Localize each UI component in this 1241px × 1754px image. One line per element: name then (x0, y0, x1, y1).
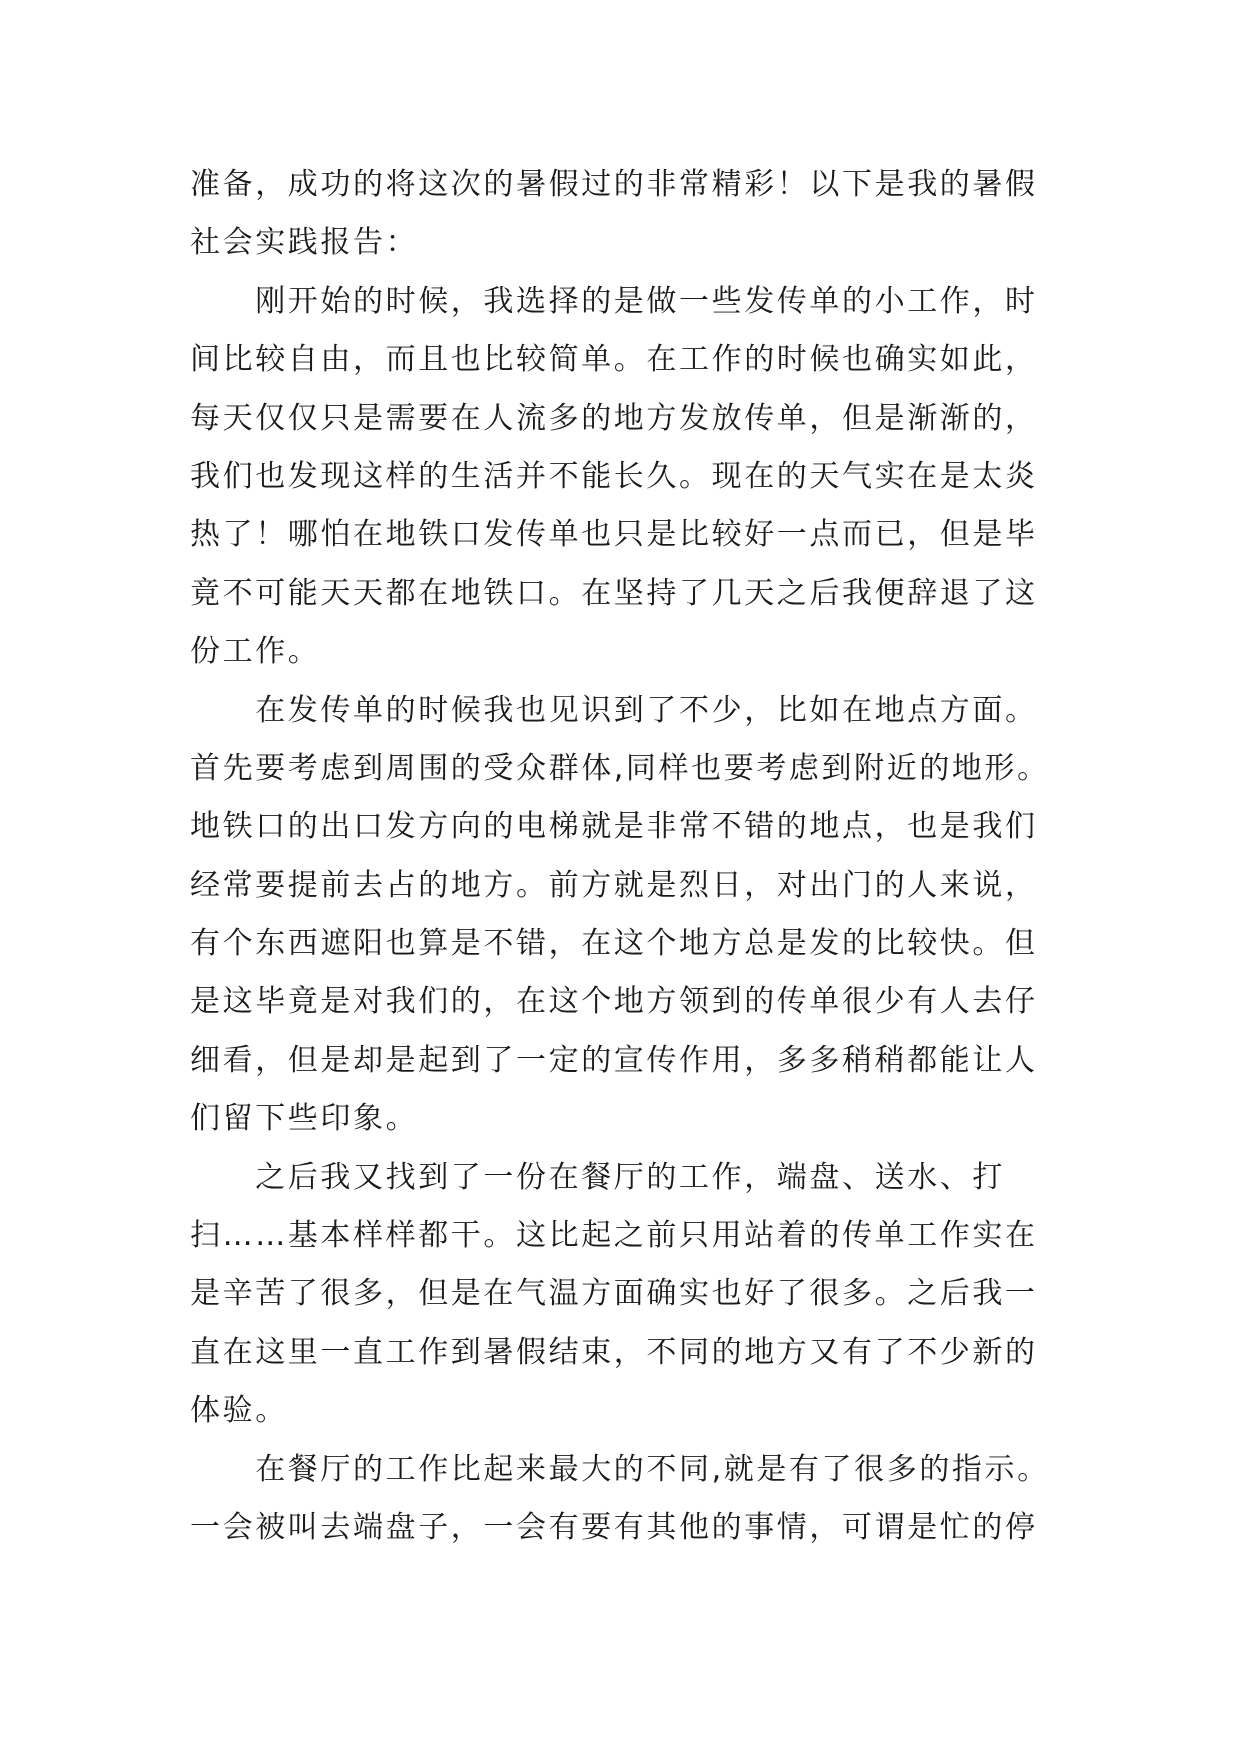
text-line: 我们也发现这样的生活并不能长久。现在的天气实在是太炎 (190, 458, 1038, 494)
text-line: 直在这里一直工作到暑假结束，不同的地方又有了不少新的 (190, 1334, 1038, 1370)
text-line: 细看，但是却是起到了一定的宣传作用，多多稍稍都能让人 (190, 1042, 1038, 1078)
text-line: 们留下些印象。 (190, 1101, 419, 1137)
text-line: 经常要提前去占的地方。前方就是烈日，对出门的人来说， (190, 867, 1038, 903)
text-line: 在餐厅的工作比起来最大的不同,就是有了很多的指示。 (190, 1451, 1050, 1487)
text-line: 体验。 (190, 1393, 288, 1429)
text-line: 首先要考虑到周围的受众群体,同样也要考虑到附近的地形。 (190, 750, 1050, 786)
text-line: 扫……基本样样都干。这比起之前只用站着的传单工作实在 (190, 1218, 1038, 1254)
text-line: 在发传单的时候我也见识到了不少，比如在地点方面。 (190, 692, 1038, 728)
text-line: 是辛苦了很多，但是在气温方面确实也好了很多。之后我一 (190, 1276, 1038, 1312)
text-line: 地铁口的出口发方向的电梯就是非常不错的地点，也是我们 (190, 809, 1038, 845)
text-line: 热了！哪怕在地铁口发传单也只是比较好一点而已，但是毕 (190, 517, 1038, 553)
text-line: 社会实践报告： (190, 225, 419, 261)
text-line: 份工作。 (190, 634, 321, 670)
text-line: 间比较自由，而且也比较简单。在工作的时候也确实如此， (190, 342, 1038, 378)
text-line: 一会被叫去端盘子，一会有要有其他的事情，可谓是忙的停 (190, 1509, 1038, 1545)
text-line: 有个东西遮阳也算是不错，在这个地方总是发的比较快。但 (190, 926, 1038, 962)
text-line: 是这毕竟是对我们的，在这个地方领到的传单很少有人去仔 (190, 984, 1038, 1020)
text-line: 准备，成功的将这次的暑假过的非常精彩！以下是我的暑假 (190, 167, 1038, 202)
text-line: 每天仅仅只是需要在人流多的地方发放传单，但是渐渐的， (190, 400, 1038, 436)
text-line: 刚开始的时候，我选择的是做一些发传单的小工作，时 (190, 283, 1038, 319)
text-line: 之后我又找到了一份在餐厅的工作，端盘、送水、打 (190, 1159, 1005, 1195)
document-body (190, 156, 1056, 1557)
text-line: 竟不可能天天都在地铁口。在坚持了几天之后我便辞退了这 (190, 575, 1038, 611)
